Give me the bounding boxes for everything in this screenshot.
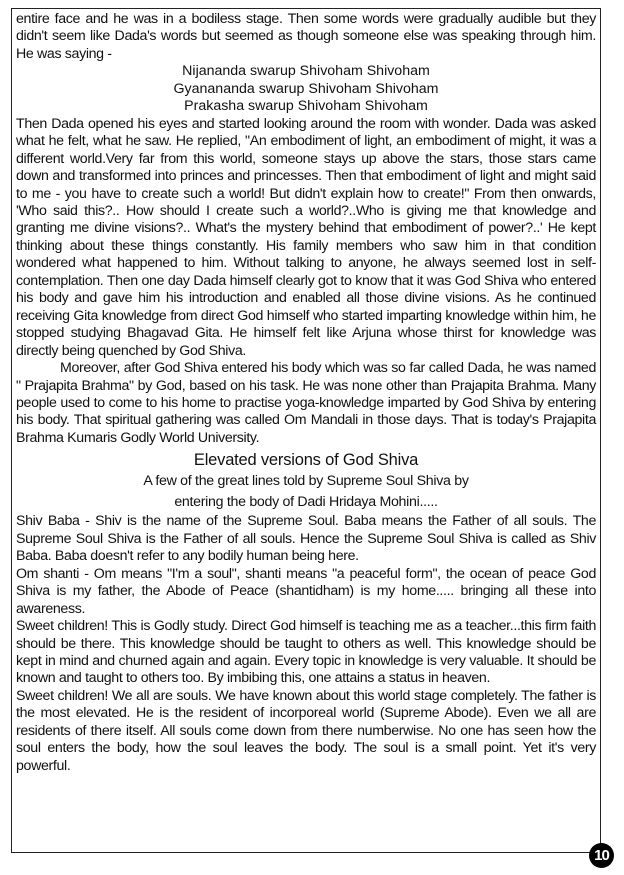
intro-paragraph: entire face and he was in a bodiless stage. Then some words were gradually audible but they didn't seem like Dada's words but seemed as though someone else was speaking through him. He was saying - <box>16 11 596 62</box>
version-paragraph-om-shanti: Om shanti - Om means "I'm a soul", shanti means "a peaceful form", the ocean of peace God Shiva is my father, the Abode of Peace (shantidham) is my home..... bringing all these into awareness. <box>16 565 596 617</box>
story-paragraph-1: Then Dada opened his eyes and started looking around the room with wonder. Dada was asked what he felt, what he saw. He replied, "An embodiment of light, an embodiment of might, it was a different world.Very far from this world, someone stays up above the stars, those stars came down and transformed into princes and princesses. Then that embodiment of light and might said to me - you have to create such a world! But didn't explain how to create!" From then onwards, 'Who said this?.. How should I create such a world?..Who is giving me that knowledge and granting me divine visions?.. What's the mystery behind that embodiment of power?..' He kept thinking about these things constantly. His family members who saw him in that condition wondered what happened to him. Without talking to anyone, he always seemed lost in self-contemplation. Then one day Dada himself clearly got to know that it was God Shiva who entered his body and gave him his introduction and enabled all those divine visions. As he continued receiving Gita knowledge from direct God himself who started imparting knowledge within him, he stopped studying Bhagavad Gita. He himself felt like Arjuna whose thirst for knowledge was directly being quenched by God Shiva. <box>16 115 596 359</box>
section-subtitle-line-1: A few of the great lines told by Supreme Soul Shiva by <box>143 473 469 490</box>
version-paragraph-souls: Sweet children! We all are souls. We have known about this world stage completely. The father is the most elevated. He is the resident of incorporeal world (Supreme Abode). Even we all are residents of there itself. All souls come down from there numberwise. No one has seen how the soul enters the body, how the soul leaves the body. The soul is a small point. Yet it's very powerful. <box>16 687 596 774</box>
page-body <box>16 11 596 775</box>
mantra-line-3: Prakasha swarup Shivoham Shivoham <box>184 98 428 115</box>
version-paragraph-godly-study: Sweet children! This is Godly study. Direct God himself is teaching me as a teacher...this firm faith should be there. This knowledge should be taught to others as well. This knowledge should be kept in mind and churned again and again. Every topic in knowledge is very valuable. It should be known and taught to others too. By imbibing this, one attains a status in heaven. <box>16 618 596 687</box>
section-heading: Elevated versions of God Shiva <box>193 451 419 470</box>
page-frame <box>11 8 601 853</box>
version-paragraph-shiv-baba: Shiv Baba - Shiv is the name of the Supreme Soul. Baba means the Father of all souls. The Supreme Soul Shiva is the Father of all souls. Hence the Supreme Soul Shiva is called as Shiv Baba. Baba doesn't refer to any bodily human being here. <box>16 513 596 565</box>
page-number-badge: 10 <box>589 843 614 868</box>
mantra-line-1: Nijananda swarup Shivoham Shivoham <box>182 63 430 80</box>
story-paragraph-2: Moreover, after God Shiva entered his body which was so far called Dada, he was named " Prajapita Brahma" by God, based on his task. He was none other than Prajapita Brahma. Many people used to come to his home to practise yoga-knowledge imparted by God Shiva by entering his body. That spiritual gathering was called Om Mandali in those days. That is today's Prajapita Brahma Kumaris Godly World University. <box>16 360 596 446</box>
mantra-line-2: Gyanananda swarup Shivoham Shivoham <box>173 80 439 97</box>
section-subtitle-line-2: entering the body of Dadi Hridaya Mohini..... <box>174 494 438 511</box>
